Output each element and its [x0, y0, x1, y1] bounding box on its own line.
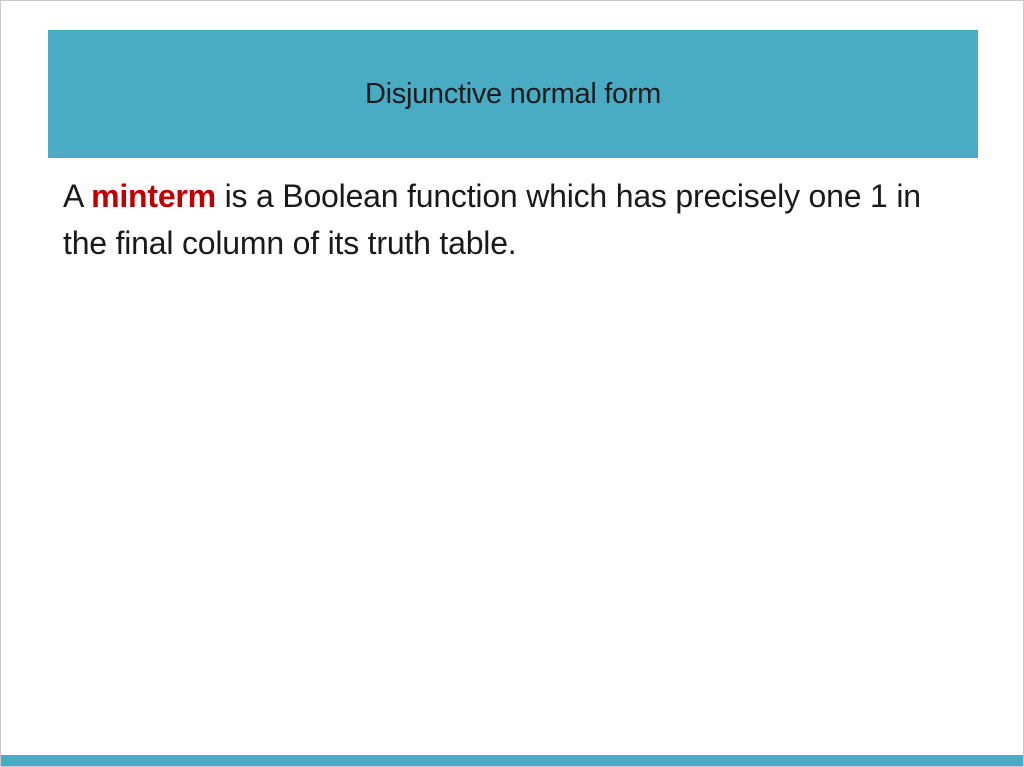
- slide-title-bar: [48, 30, 978, 158]
- definition-text: [63, 173, 941, 267]
- slide-body: [63, 173, 941, 267]
- definition-text-suffix: is a Boolean function which has precisely one 1 in the final column of its truth table.: [63, 178, 921, 261]
- minterm-highlight: minterm: [91, 178, 216, 214]
- slide-title: Disjunctive normal form: [364, 77, 662, 110]
- definition-text-prefix: A: [63, 178, 92, 214]
- slide-footer-bar: [1, 755, 1023, 766]
